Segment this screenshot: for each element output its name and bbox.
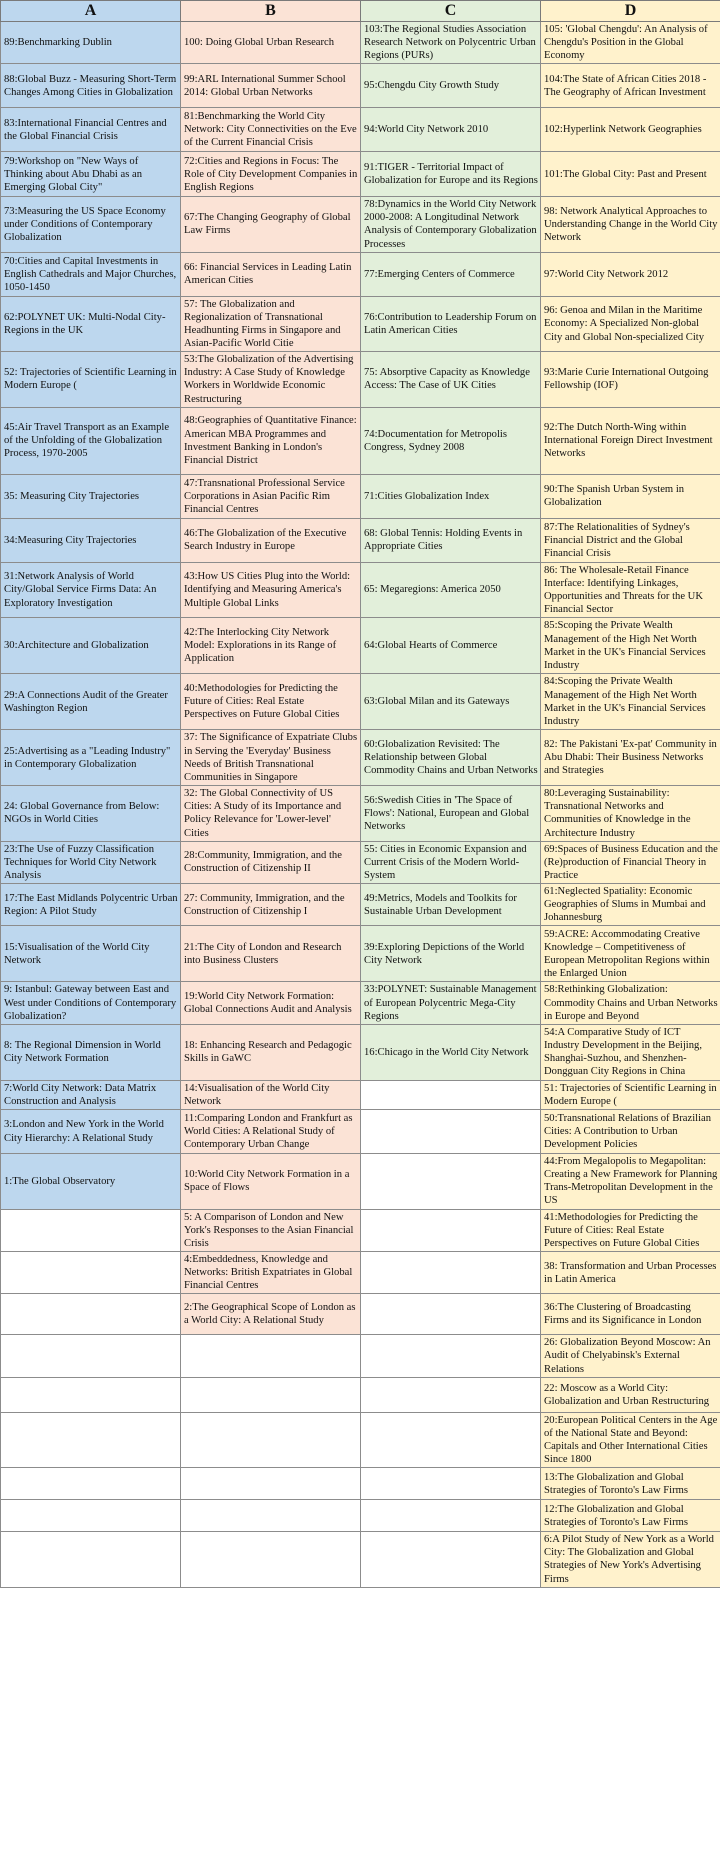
cell-c[interactable]: 63:Global Milan and its Gateways: [361, 674, 541, 730]
table-row: [1, 1532, 720, 1588]
cell-d[interactable]: 98: Network Analytical Approaches to Understanding Change in the World City Network: [541, 197, 720, 253]
table-row: [1, 152, 720, 197]
cell-d[interactable]: 20:European Political Centers in the Age of the National State and Beyond: Capitals and Other International Cities Since 1800: [541, 1412, 720, 1468]
cell-a[interactable]: 24: Global Governance from Below: NGOs in World Cities: [1, 786, 181, 842]
cell-a[interactable]: [1, 1335, 181, 1377]
cell-d[interactable]: 22: Moscow as a World City: Globalization and Urban Restructuring: [541, 1377, 720, 1412]
cell-c[interactable]: 33:POLYNET: Sustainable Management of European Polycentric Mega-City Regions: [361, 982, 541, 1024]
cell-b[interactable]: 47:Transnational Professional Service Corporations in Asian Pacific Rim Financial Centres: [181, 474, 361, 518]
table-row: [1, 197, 720, 253]
cell-d[interactable]: 51: Trajectories of Scientific Learning in Modern Europe (: [541, 1080, 720, 1109]
cell-c[interactable]: 76:Contribution to Leadership Forum on Latin American Cities: [361, 296, 541, 352]
cell-d[interactable]: 44:From Megalopolis to Megapolitan: Creating a New Framework for Planning Trans-Metropolitan Development in the US: [541, 1154, 720, 1210]
cell-a[interactable]: 79:Workshop on "New Ways of Thinking about Abu Dhabi as an Emerging Global City": [1, 152, 181, 197]
table-row: [1, 474, 720, 518]
cell-a[interactable]: [1, 1294, 181, 1335]
cell-a[interactable]: 31:Network Analysis of World City/Global Service Firms Data: An Exploratory Investigation: [1, 562, 181, 618]
cell-d[interactable]: 90:The Spanish Urban System in Globalization: [541, 474, 720, 518]
table-row: [1, 1500, 720, 1532]
cell-d[interactable]: 97:World City Network 2012: [541, 252, 720, 296]
cell-b[interactable]: [181, 1500, 361, 1532]
cell-a[interactable]: 62:POLYNET UK: Multi-Nodal City-Regions in the UK: [1, 296, 181, 352]
column-header-c: C: [361, 1, 541, 22]
cell-c[interactable]: [361, 1209, 541, 1251]
cell-d[interactable]: 59:ACRE: Accommodating Creative Knowledge – Competitiveness of European Metropolitan Regions within the Enlarged Union: [541, 926, 720, 982]
table-row: [1, 296, 720, 352]
cell-b[interactable]: 57: The Globalization and Regionalization of Transnational Headhunting Firms in Singapore and Asian-Pacific World Citie: [181, 296, 361, 352]
cell-a[interactable]: [1, 1500, 181, 1532]
cell-d[interactable]: 58:Rethinking Globalization: Commodity Chains and Urban Networks in Europe and Beyond: [541, 982, 720, 1024]
table-row: [1, 841, 720, 883]
cell-d[interactable]: 80:Leveraging Sustainability: Transnational Networks and Communities of Knowledge in the Architecture Industry: [541, 786, 720, 842]
column-header-d: D: [541, 1, 720, 22]
cell-d[interactable]: 82: The Pakistani 'Ex-pat' Community in Abu Dhabi: Their Business Networks and Strategies: [541, 730, 720, 786]
cell-b[interactable]: 32: The Global Connectivity of US Cities: A Study of its Importance and Policy Relevance for 'Lower-level' Cities: [181, 786, 361, 842]
cell-d[interactable]: 50:Transnational Relations of Brazilian Cities: A Contribution to Urban Development Policies: [541, 1110, 720, 1154]
cell-b[interactable]: 37: The Significance of Expatriate Clubs in Serving the 'Everyday' Business Needs of British Transnational Communities in Singapore: [181, 730, 361, 786]
cell-d[interactable]: 102:Hyperlink Network Geographies: [541, 108, 720, 152]
cell-d[interactable]: 36:The Clustering of Broadcasting Firms and its Significance in London: [541, 1294, 720, 1335]
cell-a[interactable]: 73:Measuring the US Space Economy under Conditions of Contemporary Globalization: [1, 197, 181, 253]
column-header-a: A: [1, 1, 181, 22]
table-row: [1, 64, 720, 108]
cell-c[interactable]: [361, 1110, 541, 1154]
table-row: [1, 1294, 720, 1335]
cell-b[interactable]: [181, 1377, 361, 1412]
cell-a[interactable]: 88:Global Buzz - Measuring Short-Term Changes Among Cities in Globalization: [1, 64, 181, 108]
table-row: [1, 1154, 720, 1210]
cell-a[interactable]: 15:Visualisation of the World City Network: [1, 926, 181, 982]
cell-a[interactable]: 30:Architecture and Globalization: [1, 618, 181, 674]
cell-c[interactable]: 78:Dynamics in the World City Network 2000-2008: A Longitudinal Network Analysis of Contemporary Globalization Processes: [361, 197, 541, 253]
table-row: [1, 982, 720, 1024]
cell-c[interactable]: [361, 1468, 541, 1500]
cell-c[interactable]: [361, 1080, 541, 1109]
cell-a[interactable]: [1, 1251, 181, 1293]
cell-a[interactable]: 35: Measuring City Trajectories: [1, 474, 181, 518]
cell-b[interactable]: 72:Cities and Regions in Focus: The Role of City Development Companies in English Regions: [181, 152, 361, 197]
cell-c[interactable]: 39:Exploring Depictions of the World City Network: [361, 926, 541, 982]
cell-b[interactable]: 18: Enhancing Research and Pedagogic Skills in GaWC: [181, 1024, 361, 1080]
cell-c[interactable]: 77:Emerging Centers of Commerce: [361, 252, 541, 296]
table-row: [1, 926, 720, 982]
cell-c[interactable]: 71:Cities Globalization Index: [361, 474, 541, 518]
cell-b[interactable]: 40:Methodologies for Predicting the Future of Cities: Real Estate Perspectives on Future Global Cities: [181, 674, 361, 730]
table-row: [1, 1468, 720, 1500]
table-row: [1, 407, 720, 474]
cell-d[interactable]: 93:Marie Curie International Outgoing Fellowship (IOF): [541, 352, 720, 408]
cell-a[interactable]: [1, 1377, 181, 1412]
table-row: [1, 1412, 720, 1468]
table-row: [1, 1335, 720, 1377]
table-row: [1, 562, 720, 618]
cell-d[interactable]: 12:The Globalization and Global Strategies of Toronto's Law Firms: [541, 1500, 720, 1532]
cell-a[interactable]: 23:The Use of Fuzzy Classification Techniques for World City Network Analysis: [1, 841, 181, 883]
cell-d[interactable]: 69:Spaces of Business Education and the (Re)production of Financial Theory in Practice: [541, 841, 720, 883]
cell-c[interactable]: 49:Metrics, Models and Toolkits for Sustainable Urban Development: [361, 884, 541, 926]
cell-d[interactable]: 92:The Dutch North-Wing within International Foreign Direct Investment Networks: [541, 407, 720, 474]
cell-c[interactable]: 94:World City Network 2010: [361, 108, 541, 152]
cell-b[interactable]: 81:Benchmarking the World City Network: City Connectivities on the Eve of the Current Financial Crisis: [181, 108, 361, 152]
table-row: [1, 352, 720, 408]
cell-d[interactable]: 86: The Wholesale-Retail Finance Interface: Identifying Linkages, Opportunities and Threats for the UK Financial Sector: [541, 562, 720, 618]
cell-c[interactable]: [361, 1294, 541, 1335]
cell-b[interactable]: 11:Comparing London and Frankfurt as World Cities: A Relational Study of Contemporary Urban Change: [181, 1110, 361, 1154]
cell-c[interactable]: 16:Chicago in the World City Network: [361, 1024, 541, 1080]
cell-b[interactable]: 2:The Geographical Scope of London as a World City: A Relational Study: [181, 1294, 361, 1335]
cell-a[interactable]: 45:Air Travel Transport as an Example of the Unfolding of the Globalization Process, 1970-2005: [1, 407, 181, 474]
cell-d[interactable]: 61:Neglected Spatiality: Economic Geographies of Slums in Mumbai and Johannesburg: [541, 884, 720, 926]
cell-b[interactable]: [181, 1335, 361, 1377]
cell-c[interactable]: 95:Chengdu City Growth Study: [361, 64, 541, 108]
cell-b[interactable]: 67:The Changing Geography of Global Law Firms: [181, 197, 361, 253]
cell-c[interactable]: 65: Megaregions: America 2050: [361, 562, 541, 618]
cell-a[interactable]: 89:Benchmarking Dublin: [1, 21, 181, 63]
column-header-b: B: [181, 1, 361, 22]
cell-a[interactable]: 34:Measuring City Trajectories: [1, 518, 181, 562]
table-row: [1, 108, 720, 152]
cell-b[interactable]: 53:The Globalization of the Advertising Industry: A Case Study of Knowledge Workers in Worldwide Economic Restructuring: [181, 352, 361, 408]
table-row: [1, 252, 720, 296]
cell-c[interactable]: 60:Globalization Revisited: The Relationship between Global Commodity Chains and Urban Networks: [361, 730, 541, 786]
cell-d[interactable]: 54:A Comparative Study of ICT Industry Development in the Beijing, Shanghai-Suzhou, and Shenzhen-Dongguan City Regions in China: [541, 1024, 720, 1080]
cell-c[interactable]: [361, 1251, 541, 1293]
cell-c[interactable]: 103:The Regional Studies Association Research Network on Polycentric Urban Regions (PURs): [361, 21, 541, 63]
cell-d[interactable]: 105: 'Global Chengdu': An Analysis of Chengdu's Position in the Global Economy: [541, 21, 720, 63]
cell-d[interactable]: 26: Globalization Beyond Moscow: An Audit of Chelyabinsk's External Relations: [541, 1335, 720, 1377]
cell-d[interactable]: 13:The Globalization and Global Strategies of Toronto's Law Firms: [541, 1468, 720, 1500]
cell-a[interactable]: 52: Trajectories of Scientific Learning in Modern Europe (: [1, 352, 181, 408]
table-row: [1, 730, 720, 786]
cell-b[interactable]: 100: Doing Global Urban Research: [181, 21, 361, 63]
cell-b[interactable]: [181, 1412, 361, 1468]
cell-d[interactable]: 6:A Pilot Study of New York as a World City: The Globalization and Global Strategies of New York's Advertising Firms: [541, 1532, 720, 1588]
cell-c[interactable]: [361, 1377, 541, 1412]
cell-c[interactable]: [361, 1500, 541, 1532]
header-row: [1, 1, 720, 22]
table-body: [1, 21, 720, 1587]
table-row: [1, 786, 720, 842]
cell-a[interactable]: 9: Istanbul: Gateway between East and West under Conditions of Contemporary Globalization?: [1, 982, 181, 1024]
table-row: [1, 1080, 720, 1109]
cell-b[interactable]: 48:Geographies of Quantitative Finance: American MBA Programmes and Investment Banking in London's Financial District: [181, 407, 361, 474]
cell-d[interactable]: 96: Genoa and Milan in the Maritime Economy: A Specialized Non-global City and Global Non-specialized City: [541, 296, 720, 352]
cell-c[interactable]: [361, 1335, 541, 1377]
cell-b[interactable]: [181, 1468, 361, 1500]
cell-c[interactable]: 74:Documentation for Metropolis Congress, Sydney 2008: [361, 407, 541, 474]
table-row: [1, 1377, 720, 1412]
cell-d[interactable]: 85:Scoping the Private Wealth Management of the High Net Worth Market in the UK's Financial Services Industry: [541, 618, 720, 674]
cell-b[interactable]: 43:How US Cities Plug into the World: Identifying and Measuring America's Multiple Global Links: [181, 562, 361, 618]
cell-b[interactable]: 4:Embeddedness, Knowledge and Networks: British Expatriates in Global Financial Centres: [181, 1251, 361, 1293]
cell-b[interactable]: 42:The Interlocking City Network Model: Explorations in its Range of Application: [181, 618, 361, 674]
cell-a[interactable]: 83:International Financial Centres and the Global Financial Crisis: [1, 108, 181, 152]
table-row: [1, 21, 720, 63]
cell-a[interactable]: 1:The Global Observatory: [1, 1154, 181, 1210]
cell-a[interactable]: [1, 1532, 181, 1588]
cell-c[interactable]: 91:TIGER - Territorial Impact of Globalization for Europe and its Regions: [361, 152, 541, 197]
cell-c[interactable]: 55: Cities in Economic Expansion and Current Crisis of the Modern World-System: [361, 841, 541, 883]
table-row: [1, 1251, 720, 1293]
cell-a[interactable]: 8: The Regional Dimension in World City Network Formation: [1, 1024, 181, 1080]
cell-c[interactable]: [361, 1532, 541, 1588]
cell-a[interactable]: 17:The East Midlands Polycentric Urban Region: A Pilot Study: [1, 884, 181, 926]
cell-b[interactable]: 27: Community, Immigration, and the Construction of Citizenship I: [181, 884, 361, 926]
table-row: [1, 1024, 720, 1080]
cell-d[interactable]: 84:Scoping the Private Wealth Management of the High Net Worth Market in the UK's Financial Services Industry: [541, 674, 720, 730]
table-row: [1, 674, 720, 730]
cell-a[interactable]: [1, 1412, 181, 1468]
cell-b[interactable]: 21:The City of London and Research into Business Clusters: [181, 926, 361, 982]
cell-d[interactable]: 41:Methodologies for Predicting the Future of Cities: Real Estate Perspectives on Future Global Cities: [541, 1209, 720, 1251]
cell-c[interactable]: 64:Global Hearts of Commerce: [361, 618, 541, 674]
cell-d[interactable]: 38: Transformation and Urban Processes in Latin America: [541, 1251, 720, 1293]
cell-c[interactable]: [361, 1412, 541, 1468]
cell-b[interactable]: 99:ARL International Summer School 2014: Global Urban Networks: [181, 64, 361, 108]
cell-a[interactable]: 25:Advertising as a "Leading Industry" in Contemporary Globalization: [1, 730, 181, 786]
cell-b[interactable]: 19:World City Network Formation: Global Connections Audit and Analysis: [181, 982, 361, 1024]
cell-b[interactable]: 14:Visualisation of the World City Network: [181, 1080, 361, 1109]
cell-b[interactable]: 46:The Globalization of the Executive Search Industry in Europe: [181, 518, 361, 562]
cell-a[interactable]: 3:London and New York in the World City Hierarchy: A Relational Study: [1, 1110, 181, 1154]
cell-b[interactable]: 28:Community, Immigration, and the Construction of Citizenship II: [181, 841, 361, 883]
table-row: [1, 618, 720, 674]
cell-b[interactable]: 5: A Comparison of London and New York's Responses to the Asian Financial Crisis: [181, 1209, 361, 1251]
cell-d[interactable]: 87:The Relationalities of Sydney's Financial District and the Global Financial Crisis: [541, 518, 720, 562]
cell-d[interactable]: 101:The Global City: Past and Present: [541, 152, 720, 197]
cell-a[interactable]: 70:Cities and Capital Investments in English Cathedrals and Major Churches, 1050-1450: [1, 252, 181, 296]
table-row: [1, 518, 720, 562]
table-row: [1, 1110, 720, 1154]
cell-c[interactable]: 68: Global Tennis: Holding Events in Appropriate Cities: [361, 518, 541, 562]
cell-c[interactable]: [361, 1154, 541, 1210]
table-row: [1, 884, 720, 926]
cell-a[interactable]: 29:A Connections Audit of the Greater Washington Region: [1, 674, 181, 730]
cell-a[interactable]: [1, 1209, 181, 1251]
cell-b[interactable]: 10:World City Network Formation in a Space of Flows: [181, 1154, 361, 1210]
cell-b[interactable]: 66: Financial Services in Leading Latin American Cities: [181, 252, 361, 296]
cell-a[interactable]: [1, 1468, 181, 1500]
table-row: [1, 1209, 720, 1251]
cell-b[interactable]: [181, 1532, 361, 1588]
cell-a[interactable]: 7:World City Network: Data Matrix Construction and Analysis: [1, 1080, 181, 1109]
cell-d[interactable]: 104:The State of African Cities 2018 - The Geography of African Investment: [541, 64, 720, 108]
cell-c[interactable]: 56:Swedish Cities in 'The Space of Flows': National, European and Global Networks: [361, 786, 541, 842]
cell-c[interactable]: 75: Absorptive Capacity as Knowledge Access: The Case of UK Cities: [361, 352, 541, 408]
